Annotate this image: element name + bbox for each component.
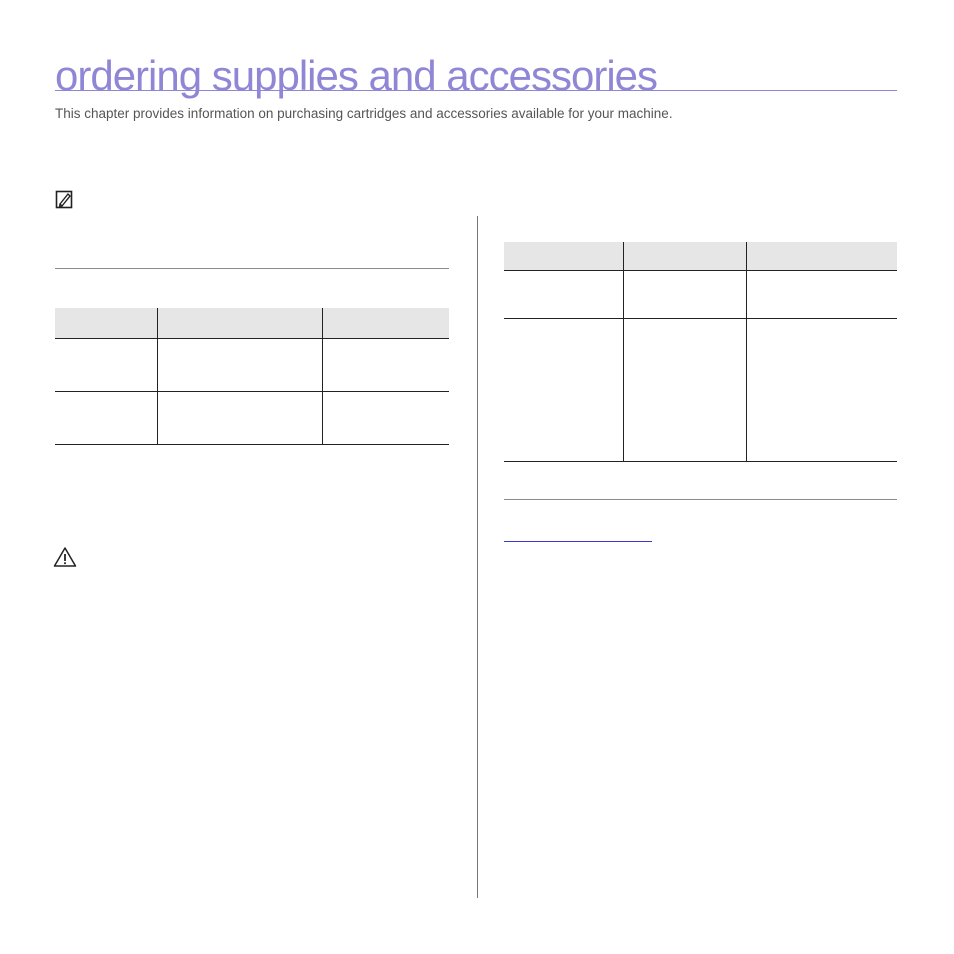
table-cell bbox=[55, 391, 157, 444]
table-cell bbox=[55, 338, 157, 391]
table-header-row bbox=[504, 242, 897, 270]
supplies-table bbox=[55, 308, 449, 445]
table-header-cell bbox=[322, 308, 449, 338]
section-rule-supplies bbox=[55, 268, 449, 269]
table-header-cell bbox=[623, 242, 746, 270]
table-cell bbox=[504, 318, 623, 461]
caution-triangle-icon bbox=[53, 546, 77, 568]
table-cell bbox=[157, 391, 322, 444]
chapter-intro: This chapter provides information on purchasing cartridges and accessories available for your machine. bbox=[55, 106, 673, 121]
table-cell bbox=[504, 270, 623, 318]
table-row bbox=[504, 318, 897, 461]
table-cell bbox=[623, 270, 746, 318]
table-cell bbox=[623, 318, 746, 461]
table-header-cell bbox=[504, 242, 623, 270]
title-underline bbox=[55, 90, 897, 91]
note-pen-icon bbox=[55, 190, 75, 210]
table-cell bbox=[157, 338, 322, 391]
table-cell bbox=[746, 270, 897, 318]
table-header-cell bbox=[746, 242, 897, 270]
website-link-underline[interactable] bbox=[504, 541, 652, 542]
table-header-cell bbox=[157, 308, 322, 338]
page-title: ordering supplies and accessories bbox=[55, 52, 658, 99]
table-cell bbox=[746, 318, 897, 461]
table-cell bbox=[322, 391, 449, 444]
table-row bbox=[504, 270, 897, 318]
table-header-row bbox=[55, 308, 449, 338]
column-divider bbox=[477, 216, 478, 898]
table-header-cell bbox=[55, 308, 157, 338]
table-row bbox=[55, 391, 449, 444]
table-cell bbox=[322, 338, 449, 391]
table-row bbox=[55, 338, 449, 391]
section-rule-purchasing bbox=[504, 499, 897, 500]
accessories-table bbox=[504, 242, 897, 462]
